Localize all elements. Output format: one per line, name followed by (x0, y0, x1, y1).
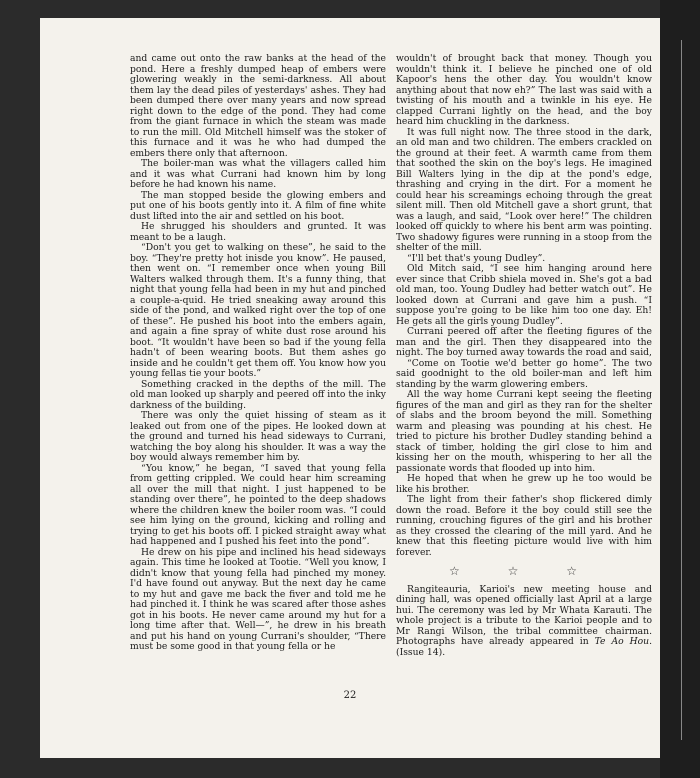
paragraph: “I'll bet that's young Dudley”. (407, 252, 546, 264)
paragraph: Old Mitch said, “I see him hanging around here ever since that Cribb shiela moved in. She's got a bad old man, too. Young Dudley had better watch out”. He looked down at Currani and gave him a push. “I suppose you're going to be like him too one day. Eh! He gets all the girls young Dudley”. (396, 263, 652, 327)
binding-edge (660, 0, 700, 778)
paragraph: The boiler-man was what the villagers called him and it was what Currani had known him by long before he had known his name. (130, 158, 386, 190)
paragraph: He drew on his pipe and inclined his head sideways again. This time he looked at Tootie. “Well you know, I didn't know that young fella had pinched my money. I'd have found out anyway. But the next day he came to my hut and gave me back the fiver and told me he had pinched it. I think he was scared after those ashes got in his boots. He never came around my hut for a long time after that. Well—”, he drew in his breath and put his hand on young Currani's shoulder, “There must be some good in that young fella or he (130, 546, 386, 652)
notice-text: Rangiteauria, Karioi's new meeting house and dining hall, was opened officially last April at a large hui. The ceremony was led by Mr Whata Karauti. The whole project is a tribute to the Karioi people and to Mr Rangi Wilson, the tribal committee chairman. Photographs have already appeared in (396, 583, 652, 647)
paragraph: “Come on Tootie we'd better go home”. The two said goodnight to the old boiler-man and left him standing by the warm glowering embers. (396, 357, 652, 390)
paragraph: He hoped that when he grew up he too would be like his brother. (396, 473, 652, 495)
paragraph: It was full night now. The three stood in the dark, an old man and two children. The embers crackled on the ground at their feet. A warmth came from them that soothed the skin on the boy's legs. He imagined Bill Walters lying in the dip at the pond's edge, thrashing and crying in the dirt. For a moment he could hear his screamings echoing through the great silent mill. Then old Mitchell gave a short grunt, that was a laugh, and said, “Look over here!” The children looked off quickly to where his bent arm was pointing. Two shadowy figures were running in a stoop from the shelter of the mill. (396, 126, 652, 253)
paragraph: The man stopped beside the glowing embers and put one of his boots gently into it. A film of fine white dust lifted into the air and settled on his boot. (130, 189, 386, 222)
document-page (40, 18, 660, 758)
paragraph: He shrugged his shoulders and grunted. It was meant to be a laugh. (130, 221, 386, 243)
paragraph: “You know,” he began, “I saved that young fella from getting crippled. We could hear him screaming all over the mill that night. I just happened to be standing over there”, he pointed to the deep shadows where the children knew the boiler room was. “I could see him lying on the ground, kicking and rolling and trying to get his boots off. I picked straight away what had happened and I pushed his feet into the pond”. (130, 462, 386, 547)
ruler-marks (681, 40, 690, 740)
paragraph: “Don't you get to walking on these”, he said to the boy. “They're pretty hot inisde you know”. He paused, then went on. “I remember once when young Bill Walters walked through them. It's a funny thing, that night that young fella had been in my hut and pinched a couple-a-quid. He tried sneaking away around this side of the pond, and walked right over the top of one of these”. He pushed his boot into the embers again, and again a fine spray of white dust rose around his boot. “It wouldn't have been so bad if the young fella hadn't of been wearing boots. But them ashes go inside and he couldn't get them off. You know how you young fellas tie your boots.” (130, 242, 386, 379)
paragraph: The light from their father's shop flickered dimly down the road. Before it the boy could still see the running, crouching figures of the girl and his brother as they crossed the clearing of the mill yard. And he knew that this fleeting picture would live with him forever. (396, 494, 652, 558)
publication-title: Te Ao Hou (594, 636, 650, 647)
paragraph: Currani peered off after the fleeting figures of the man and the girl. Then they disappeared into the night. The boy turned away towards the road and said, (396, 326, 652, 358)
right-column (396, 54, 652, 658)
notice-text-end: . (Issue 14). (396, 636, 652, 658)
notice-paragraph (396, 585, 652, 659)
paragraph: and came out onto the raw banks at the head of the pond. Here a freshly dumped heap of embers were glowering weakly in the semi-darkness. All about them lay the dead piles of yesterdays' ashes. They had been dumped there over many years and now spread right down to the edge of the pond. They had come from the giant furnace in which the steam was made to run the mill. Old Mitchell himself was the stoker of this furnace and it was he who had dumped the embers there only that afternoon. (130, 53, 386, 159)
paragraph: wouldn't of brought back that money. Though you wouldn't think it. I believe he pinched one of old Kapoor's hens the other day. You wouldn't know anything about that now eh?” The last was said with a twisting of his mouth and a twinkle in his eye. He clapped Currani lightly on the head, and the boy heard him chuckling in the darkness. (396, 53, 652, 127)
page-number: 22 (343, 690, 357, 701)
paragraph: All the way home Currani kept seeing the fleeting figures of the man and girl as they ran for the shelter of slabs and the broom beyond the mill. Something warm and pleasing was pounding at his chest. He tried to picture his brother Dudley standing behind a stack of timber, holding the girl close to him and kissing her on the mouth, whispering to her all the passionate words that flooded up into him. (396, 389, 652, 474)
section-separator: ☆ ☆ ☆ (449, 564, 599, 578)
paragraph: Something cracked in the depths of the mill. The old man looked up sharply and peered off into the inky darkness of the building. (130, 378, 386, 411)
paragraph: There was only the quiet hissing of steam as it leaked out from one of the pipes. He looked down at the ground and turned his head sideways to Currani, watching the boy along his shoulder. It was a way the boy would always remember him by. (130, 410, 386, 463)
left-column (130, 54, 386, 653)
